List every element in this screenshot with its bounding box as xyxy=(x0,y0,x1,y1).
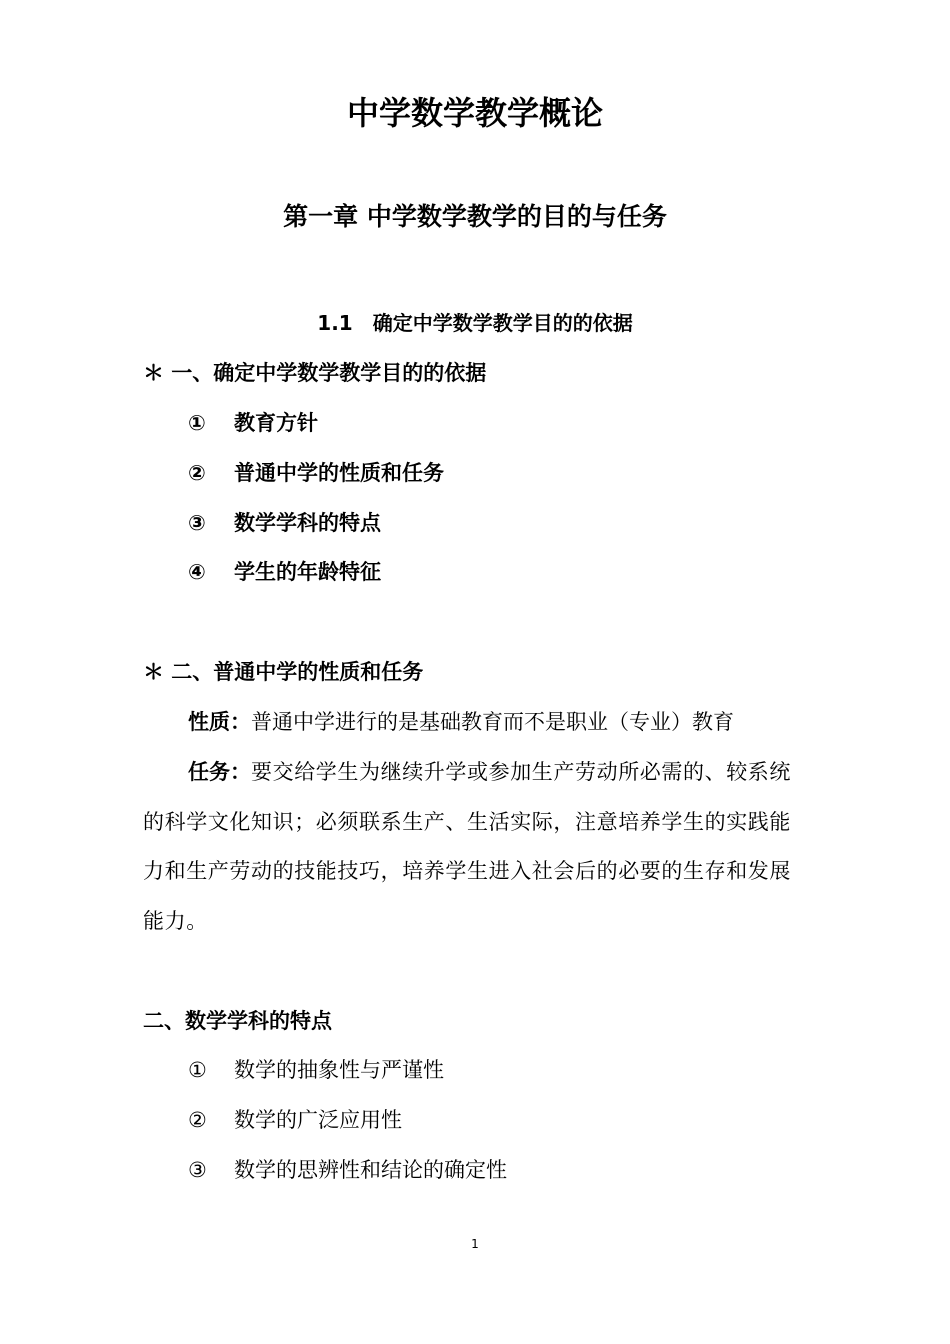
list-item-text: 普通中学的性质和任务 xyxy=(234,461,444,485)
section-heading xyxy=(0,307,950,336)
part2-heading: ＊ 二、普通中学的性质和任务 xyxy=(143,660,424,684)
task-line: 的科学文化知识；必须联系生产、生活实际，注意培养学生的实践能 xyxy=(143,810,791,834)
task-label: 任务： xyxy=(188,760,251,784)
list-item xyxy=(188,457,444,487)
list-item-marker: ② xyxy=(188,461,206,485)
chapter-heading: 第一章 中学数学教学的目的与任务 xyxy=(283,202,667,231)
list-item xyxy=(188,1054,444,1084)
list-item-marker: ③ xyxy=(188,511,206,535)
list-item-marker: ② xyxy=(188,1108,207,1132)
list-item-text: 数学的广泛应用性 xyxy=(234,1108,402,1132)
part1-heading: ＊ 一、确定中学数学教学目的的依据 xyxy=(143,361,487,385)
page-number: 1 xyxy=(471,1237,479,1251)
document-title: 中学数学教学概论 xyxy=(346,94,603,132)
list-item-text: 学生的年龄特征 xyxy=(234,560,381,584)
section-title: 确定中学数学教学目的的依据 xyxy=(372,311,633,335)
task-line: 要交给学生为继续升学或参加生产劳动所必需的、较系统 xyxy=(251,760,791,784)
list-item xyxy=(188,556,381,586)
list-item-text: 数学的抽象性与严谨性 xyxy=(234,1058,444,1082)
nature-text: 普通中学进行的是基础教育而不是职业（专业）教育 xyxy=(251,710,734,734)
nature-label: 性质： xyxy=(188,710,251,734)
list-item xyxy=(188,407,318,437)
section-number: 1.1 xyxy=(317,311,353,335)
list-item-text: 数学的思辨性和结论的确定性 xyxy=(234,1158,507,1182)
list-item xyxy=(188,1154,507,1184)
list-item-marker: ④ xyxy=(188,560,206,584)
task-line: 能力。 xyxy=(143,909,208,933)
list-item xyxy=(188,1104,402,1134)
list-item-text: 教育方针 xyxy=(234,411,318,435)
part3-heading: 二、数学学科的特点 xyxy=(143,1009,332,1033)
list-item-text: 数学学科的特点 xyxy=(234,511,381,535)
list-item-marker: ③ xyxy=(188,1158,207,1182)
nature-paragraph xyxy=(188,706,734,736)
list-item-marker: ① xyxy=(188,411,206,435)
list-item-marker: ① xyxy=(188,1058,207,1082)
task-line: 力和生产劳动的技能技巧，培养学生进入社会后的必要的生存和发展 xyxy=(143,859,791,883)
task-paragraph-first-line xyxy=(188,756,791,786)
list-item xyxy=(188,507,381,537)
